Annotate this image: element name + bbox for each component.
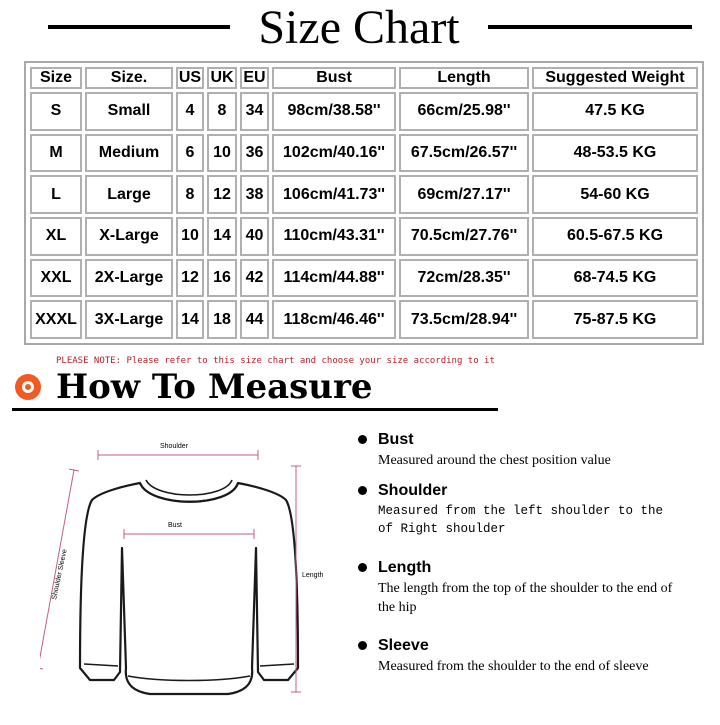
sleeve-label: Shoulder Sleeve (51, 548, 69, 601)
cell-length: 72cm/28.35'' (399, 259, 529, 298)
cell-size-name: 2X-Large (85, 259, 173, 298)
cell-size: L (30, 175, 82, 214)
cell-bust: 114cm/44.88'' (272, 259, 396, 298)
table-row (30, 175, 698, 214)
cell-weight: 54-60 KG (532, 175, 698, 214)
size-chart-table (24, 61, 704, 345)
cell-size: M (30, 134, 82, 173)
cell-weight: 48-53.5 KG (532, 134, 698, 173)
table-row (30, 134, 698, 173)
cell-us: 10 (176, 217, 204, 256)
title-rule-right (488, 25, 692, 29)
cell-bust: 102cm/40.16'' (272, 134, 396, 173)
sweater-illustration (40, 428, 340, 720)
cell-uk: 10 (207, 134, 237, 173)
cell-size: XL (30, 217, 82, 256)
sweater-diagram (40, 428, 340, 720)
instruction-desc: Measured from the shoulder to the end of sleeve (378, 659, 649, 674)
cell-length: 70.5cm/27.76'' (399, 217, 529, 256)
header-size: Size (30, 67, 82, 89)
cell-bust: 106cm/41.73'' (272, 175, 396, 214)
header-size-name: Size. (85, 67, 173, 89)
instruction-desc: Measured around the chest position value (378, 453, 611, 468)
table-row (30, 259, 698, 298)
length-label: Length (302, 572, 324, 579)
cell-size-name: 3X-Large (85, 300, 173, 339)
cell-uk: 8 (207, 92, 237, 131)
cell-size-name: Large (85, 175, 173, 214)
measure-title-rule (12, 408, 498, 411)
cell-us: 8 (176, 175, 204, 214)
title-rule-left (48, 25, 230, 29)
cell-length: 66cm/25.98'' (399, 92, 529, 131)
cell-eu: 36 (240, 134, 269, 173)
header-uk: UK (207, 67, 237, 89)
cell-length: 67.5cm/26.57'' (399, 134, 529, 173)
instruction-title: Shoulder (378, 482, 448, 499)
cell-us: 12 (176, 259, 204, 298)
cell-eu: 40 (240, 217, 269, 256)
cell-us: 6 (176, 134, 204, 173)
bullet-icon (358, 641, 367, 650)
instruction-desc: The length from the top of the shoulder to the end of the hip (378, 581, 673, 615)
cell-bust: 118cm/46.46'' (272, 300, 396, 339)
table-header-row (30, 67, 698, 89)
cell-uk: 16 (207, 259, 237, 298)
cell-uk: 18 (207, 300, 237, 339)
title-row (0, 0, 720, 58)
header-us: US (176, 67, 204, 89)
table-row (30, 92, 698, 131)
cell-us: 14 (176, 300, 204, 339)
cell-size: XXXL (30, 300, 82, 339)
cell-weight: 75-87.5 KG (532, 300, 698, 339)
bullet-icon (358, 563, 367, 572)
cell-bust: 98cm/38.58'' (272, 92, 396, 131)
cell-size-name: Medium (85, 134, 173, 173)
cell-weight: 68-74.5 KG (532, 259, 698, 298)
instruction-title: Bust (378, 431, 414, 448)
cell-size: XXL (30, 259, 82, 298)
header-eu: EU (240, 67, 269, 89)
header-length: Length (399, 67, 529, 89)
cell-length: 73.5cm/28.94'' (399, 300, 529, 339)
cell-eu: 44 (240, 300, 269, 339)
cell-uk: 12 (207, 175, 237, 214)
header-bust: Bust (272, 67, 396, 89)
cell-length: 69cm/27.17'' (399, 175, 529, 214)
instruction-title: Length (378, 559, 432, 576)
bust-label: Bust (168, 522, 183, 529)
sweater-collar-inner (146, 480, 232, 495)
cell-size: S (30, 92, 82, 131)
cell-weight: 60.5-67.5 KG (532, 217, 698, 256)
page-title: Size Chart (258, 1, 460, 54)
cell-size-name: X-Large (85, 217, 173, 256)
table-row (30, 217, 698, 256)
cell-us: 4 (176, 92, 204, 131)
instruction-desc: Measured from the left shoulder to the of Right shoulder (378, 504, 664, 536)
cell-weight: 47.5 KG (532, 92, 698, 131)
size-note: PLEASE NOTE: Please refer to this size chart and choose your size according to it (56, 356, 495, 366)
bullet-icon (358, 486, 367, 495)
instruction-title: Sleeve (378, 637, 429, 654)
sweater-outline (80, 483, 298, 694)
measure-title: How To Measure (56, 367, 373, 407)
cell-eu: 42 (240, 259, 269, 298)
cell-uk: 14 (207, 217, 237, 256)
cell-size-name: Small (85, 92, 173, 131)
bullet-icon (358, 435, 367, 444)
table-row (30, 300, 698, 339)
header-suggested-weight: Suggested Weight (532, 67, 698, 89)
cell-eu: 38 (240, 175, 269, 214)
circle-target-icon (15, 374, 41, 400)
cell-bust: 110cm/43.31'' (272, 217, 396, 256)
shoulder-label: Shoulder (160, 443, 189, 450)
cell-eu: 34 (240, 92, 269, 131)
